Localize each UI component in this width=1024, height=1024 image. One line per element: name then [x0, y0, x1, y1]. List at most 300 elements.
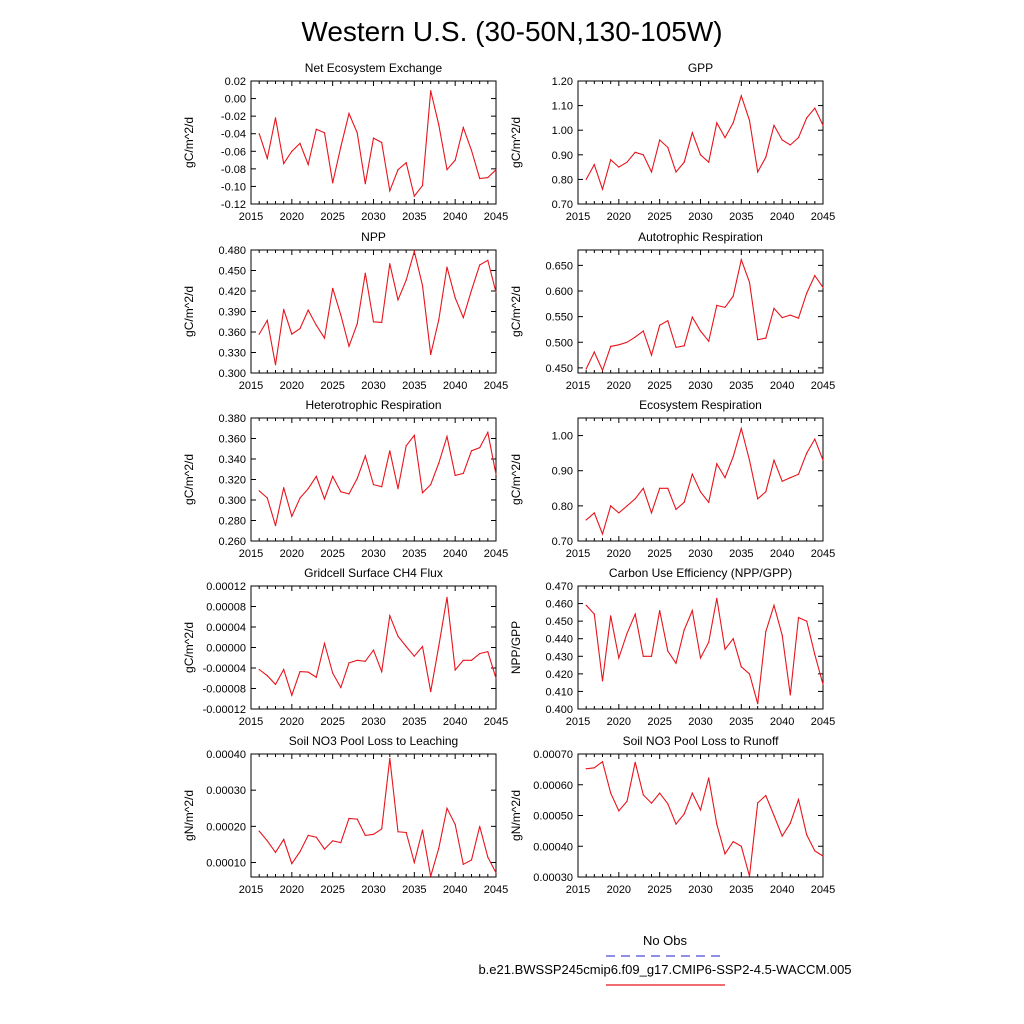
data-point	[357, 819, 358, 820]
plot-frame	[251, 250, 496, 373]
data-point	[716, 122, 717, 123]
data-point	[487, 651, 488, 652]
data-point	[332, 288, 333, 289]
data-point	[332, 476, 333, 477]
data-point	[773, 605, 774, 606]
data-point	[397, 169, 398, 170]
series-line	[586, 762, 823, 876]
data-point	[430, 90, 431, 91]
data-point	[414, 862, 415, 863]
panel-title: NPP	[361, 230, 386, 244]
data-point	[422, 185, 423, 186]
data-point	[267, 675, 268, 676]
data-point	[708, 341, 709, 342]
data-point	[357, 478, 358, 479]
data-point	[798, 137, 799, 138]
data-point	[365, 183, 366, 184]
data-point	[733, 841, 734, 842]
x-tick-label: 2035	[729, 211, 754, 223]
y-axis-label: NPP/GPP	[509, 620, 523, 675]
data-point	[463, 317, 464, 318]
data-point	[692, 474, 693, 475]
legend-case-label: b.e21.BWSSP245cmip6.f09_g17.CMIP6-SSP2-4.5-WACCM.005	[478, 962, 852, 977]
data-point	[602, 370, 603, 371]
data-point	[586, 179, 587, 180]
data-point	[406, 832, 407, 833]
data-point	[806, 621, 807, 622]
data-point	[684, 629, 685, 630]
series-line	[586, 598, 823, 703]
data-point	[773, 125, 774, 126]
y-tick-label: 0.410	[545, 686, 573, 699]
panel-5	[182, 398, 508, 560]
data-point	[594, 614, 595, 615]
data-point	[397, 636, 398, 637]
data-point	[308, 488, 309, 489]
data-point	[822, 460, 823, 461]
x-tick-label: 2025	[647, 211, 672, 223]
data-point	[283, 669, 284, 670]
x-tick-label: 2025	[647, 884, 672, 896]
x-tick-label: 2040	[442, 884, 468, 896]
data-point	[643, 656, 644, 657]
data-point	[602, 189, 603, 190]
data-point	[406, 162, 407, 163]
data-point	[291, 151, 292, 152]
y-axis-label: gN/m^2/d	[509, 790, 523, 841]
data-point	[651, 803, 652, 804]
data-point	[373, 834, 374, 835]
data-point	[618, 810, 619, 811]
data-point	[684, 502, 685, 503]
y-axis-label: gC/m^2/d	[509, 454, 523, 505]
x-tick-label: 2020	[279, 884, 305, 896]
data-point	[414, 435, 415, 436]
y-tick-label: 0.70	[551, 199, 573, 211]
x-tick-label: 2015	[238, 884, 264, 896]
x-tick-label: 2045	[483, 884, 509, 896]
data-point	[406, 646, 407, 647]
data-point	[798, 617, 799, 618]
data-point	[749, 876, 750, 877]
data-point	[406, 280, 407, 281]
x-tick-label: 2020	[279, 380, 305, 392]
x-tick-label: 2045	[810, 548, 836, 560]
panel-title: Heterotrophic Respiration	[305, 398, 442, 412]
data-point	[594, 767, 595, 768]
data-point	[765, 338, 766, 339]
panel-6	[509, 398, 835, 560]
data-point	[259, 133, 260, 134]
x-tick-label: 2045	[810, 716, 836, 728]
x-tick-label: 2045	[810, 884, 836, 896]
data-point	[275, 684, 276, 685]
data-point	[700, 809, 701, 810]
data-point	[299, 851, 300, 852]
data-point	[471, 660, 472, 661]
y-tick-label: 1.00	[551, 430, 573, 443]
data-point	[659, 325, 660, 326]
data-point	[495, 678, 496, 679]
data-point	[782, 481, 783, 482]
y-tick-label: 0.300	[218, 368, 246, 380]
data-point	[348, 113, 349, 114]
data-point	[430, 691, 431, 692]
data-point	[495, 292, 496, 293]
data-point	[275, 525, 276, 526]
y-tick-label: 0.90	[551, 149, 573, 162]
data-point	[332, 182, 333, 183]
panel-title: Soil NO3 Pool Loss to Runoff	[622, 734, 779, 748]
legend-obs-label: No Obs	[642, 933, 688, 948]
data-point	[267, 158, 268, 159]
y-tick-label: -0.06	[220, 146, 246, 159]
y-tick-label: 0.450	[545, 362, 573, 375]
data-point	[741, 259, 742, 260]
data-point	[618, 167, 619, 168]
data-point	[757, 171, 758, 172]
y-tick-label: 0.360	[218, 327, 246, 339]
data-point	[357, 132, 358, 133]
data-point	[724, 853, 725, 854]
data-point	[610, 346, 611, 347]
y-axis-label: gN/m^2/d	[182, 790, 196, 841]
y-tick-label: 0.470	[545, 581, 573, 593]
y-tick-label: 0.00060	[533, 779, 573, 792]
data-point	[299, 143, 300, 144]
data-point	[487, 857, 488, 858]
data-point	[324, 498, 325, 499]
data-point	[790, 315, 791, 316]
x-tick-label: 2020	[606, 548, 632, 560]
panel-title: GPP	[687, 61, 714, 75]
x-tick-label: 2015	[238, 716, 264, 728]
data-point	[610, 505, 611, 506]
data-point	[455, 824, 456, 825]
y-tick-label: -0.12	[220, 199, 246, 211]
data-point	[790, 823, 791, 824]
data-point	[397, 299, 398, 300]
data-point	[308, 672, 309, 673]
y-axis-label: gC/m^2/d	[182, 454, 196, 505]
panel-1	[182, 61, 508, 223]
data-point	[397, 831, 398, 832]
data-point	[381, 828, 382, 829]
data-point	[267, 497, 268, 498]
data-point	[782, 635, 783, 636]
data-point	[790, 144, 791, 145]
x-tick-label: 2035	[402, 380, 427, 392]
y-axis-label: gC/m^2/d	[509, 117, 523, 168]
data-point	[635, 152, 636, 153]
x-tick-label: 2030	[688, 211, 713, 223]
x-tick-label: 2030	[361, 884, 386, 896]
data-point	[626, 342, 627, 343]
data-point	[708, 162, 709, 163]
data-point	[741, 666, 742, 667]
data-point	[348, 662, 349, 663]
data-point	[348, 346, 349, 347]
data-point	[275, 117, 276, 118]
data-point	[806, 834, 807, 835]
data-point	[733, 122, 734, 123]
data-point	[757, 703, 758, 704]
y-tick-label: 0.450	[218, 265, 246, 278]
data-point	[365, 455, 366, 456]
data-point	[635, 337, 636, 338]
data-point	[749, 673, 750, 674]
data-point	[618, 512, 619, 513]
data-point	[340, 146, 341, 147]
data-point	[675, 824, 676, 825]
data-point	[822, 856, 823, 857]
data-point	[299, 671, 300, 672]
data-point	[332, 673, 333, 674]
data-point	[308, 310, 309, 311]
data-point	[814, 654, 815, 655]
x-tick-label: 2015	[565, 211, 591, 223]
x-tick-label: 2015	[238, 548, 264, 560]
data-point	[798, 318, 799, 319]
data-point	[479, 653, 480, 654]
data-point	[814, 108, 815, 109]
data-point	[455, 297, 456, 298]
panel-9	[182, 734, 508, 896]
data-point	[602, 533, 603, 534]
panel-title: Soil NO3 Pool Loss to Leaching	[288, 734, 459, 748]
data-point	[422, 829, 423, 830]
data-point	[446, 169, 447, 170]
y-tick-label: 1.00	[551, 125, 573, 138]
data-point	[340, 491, 341, 492]
x-tick-label: 2030	[361, 211, 386, 223]
x-tick-label: 2030	[688, 548, 713, 560]
data-point	[626, 633, 627, 634]
data-point	[790, 694, 791, 695]
plot-frame	[251, 418, 496, 541]
data-point	[659, 610, 660, 611]
data-point	[765, 157, 766, 158]
data-point	[357, 660, 358, 661]
data-point	[430, 876, 431, 877]
data-point	[659, 488, 660, 489]
data-point	[479, 826, 480, 827]
data-point	[692, 610, 693, 611]
data-point	[716, 305, 717, 306]
plot-frame	[578, 586, 823, 709]
data-point	[667, 320, 668, 321]
data-point	[626, 162, 627, 163]
y-tick-label: -0.08	[220, 163, 246, 176]
y-tick-label: 0.00040	[533, 841, 573, 854]
x-tick-label: 2040	[769, 548, 795, 560]
data-point	[602, 761, 603, 762]
x-tick-label: 2015	[565, 716, 591, 728]
y-tick-label: 0.00004	[206, 622, 246, 634]
y-tick-label: 0.260	[218, 536, 246, 548]
data-point	[389, 450, 390, 451]
panel-grid	[182, 61, 835, 896]
data-point	[586, 368, 587, 369]
data-point	[618, 344, 619, 345]
x-tick-label: 2015	[238, 380, 264, 392]
data-point	[790, 477, 791, 478]
data-point	[324, 643, 325, 644]
data-point	[487, 177, 488, 178]
plot-frame	[251, 754, 496, 877]
data-point	[692, 132, 693, 133]
data-point	[348, 493, 349, 494]
data-point	[822, 684, 823, 685]
data-point	[667, 650, 668, 651]
data-point	[741, 428, 742, 429]
y-tick-label: 0.00030	[206, 785, 246, 798]
y-tick-label: 0.330	[218, 347, 246, 360]
data-point	[340, 842, 341, 843]
data-point	[675, 347, 676, 348]
data-point	[626, 505, 627, 506]
data-point	[643, 330, 644, 331]
series-line	[259, 758, 496, 876]
data-point	[308, 835, 309, 836]
data-point	[291, 334, 292, 335]
data-point	[316, 325, 317, 326]
data-point	[495, 169, 496, 170]
data-point	[373, 650, 374, 651]
y-tick-label: -0.00008	[202, 683, 246, 696]
data-point	[773, 308, 774, 309]
data-point	[283, 163, 284, 164]
data-point	[495, 872, 496, 873]
x-tick-label: 2040	[769, 884, 795, 896]
data-point	[406, 445, 407, 446]
y-tick-label: 0.500	[545, 337, 573, 350]
x-tick-label: 2035	[402, 211, 427, 223]
data-point	[471, 859, 472, 860]
x-tick-label: 2030	[361, 716, 386, 728]
data-point	[708, 642, 709, 643]
y-tick-label: -0.10	[220, 181, 246, 194]
series-line	[586, 429, 823, 535]
x-tick-label: 2040	[769, 716, 795, 728]
data-point	[389, 263, 390, 264]
data-point	[275, 364, 276, 365]
series-line	[259, 432, 496, 525]
data-point	[471, 150, 472, 151]
data-point	[684, 345, 685, 346]
data-point	[414, 251, 415, 252]
data-point	[724, 649, 725, 650]
data-point	[675, 509, 676, 510]
y-tick-label: 0.280	[218, 515, 246, 528]
data-point	[733, 638, 734, 639]
data-point	[479, 264, 480, 265]
data-point	[626, 801, 627, 802]
y-tick-label: 0.00040	[206, 749, 246, 761]
panel-title: Net Ecosystem Exchange	[304, 61, 443, 75]
x-tick-label: 2020	[606, 380, 632, 392]
data-point	[463, 660, 464, 661]
panel-7	[182, 566, 508, 728]
data-point	[487, 432, 488, 433]
y-tick-label: 0.80	[551, 174, 573, 187]
x-tick-label: 2045	[483, 211, 509, 223]
data-point	[397, 488, 398, 489]
panel-title: Carbon Use Efficiency (NPP/GPP)	[608, 566, 793, 580]
data-point	[757, 339, 758, 340]
data-point	[324, 132, 325, 133]
x-tick-label: 2030	[361, 380, 386, 392]
data-point	[348, 818, 349, 819]
data-point	[340, 687, 341, 688]
data-point	[765, 491, 766, 492]
x-tick-label: 2035	[729, 548, 754, 560]
series-line	[586, 96, 823, 189]
data-point	[283, 309, 284, 310]
data-point	[733, 456, 734, 457]
data-point	[373, 138, 374, 139]
data-point	[635, 498, 636, 499]
data-point	[757, 802, 758, 803]
data-point	[259, 490, 260, 491]
y-tick-label: 0.450	[545, 616, 573, 629]
y-tick-label: 0.90	[551, 465, 573, 478]
data-point	[733, 296, 734, 297]
data-point	[389, 758, 390, 759]
series-line	[259, 597, 496, 695]
y-tick-label: 0.00070	[533, 749, 573, 761]
data-point	[586, 605, 587, 606]
data-point	[438, 848, 439, 849]
y-tick-label: 0.70	[551, 536, 573, 548]
x-tick-label: 2035	[402, 884, 427, 896]
x-tick-label: 2020	[279, 716, 305, 728]
data-point	[692, 793, 693, 794]
x-tick-label: 2040	[442, 716, 468, 728]
data-point	[700, 154, 701, 155]
x-tick-label: 2040	[442, 548, 468, 560]
data-point	[291, 863, 292, 864]
data-point	[806, 293, 807, 294]
data-point	[446, 267, 447, 268]
y-tick-label: 0.600	[545, 286, 573, 298]
x-tick-label: 2020	[606, 884, 632, 896]
data-point	[667, 803, 668, 804]
data-point	[782, 836, 783, 837]
x-tick-label: 2015	[565, 548, 591, 560]
x-tick-label: 2025	[647, 716, 672, 728]
y-tick-label: 0.430	[545, 651, 573, 664]
data-point	[267, 320, 268, 321]
plot-frame	[251, 586, 496, 709]
panel-2	[509, 61, 835, 223]
data-point	[659, 139, 660, 140]
data-point	[365, 835, 366, 836]
x-tick-label: 2035	[729, 884, 754, 896]
data-point	[667, 488, 668, 489]
data-point	[700, 491, 701, 492]
plot-frame	[578, 250, 823, 373]
data-point	[283, 839, 284, 840]
data-point	[463, 864, 464, 865]
data-point	[340, 314, 341, 315]
y-tick-label: 0.00000	[206, 642, 246, 655]
data-point	[479, 447, 480, 448]
data-point	[651, 512, 652, 513]
data-point	[438, 463, 439, 464]
data-point	[708, 777, 709, 778]
y-tick-label: 0.440	[545, 633, 573, 646]
